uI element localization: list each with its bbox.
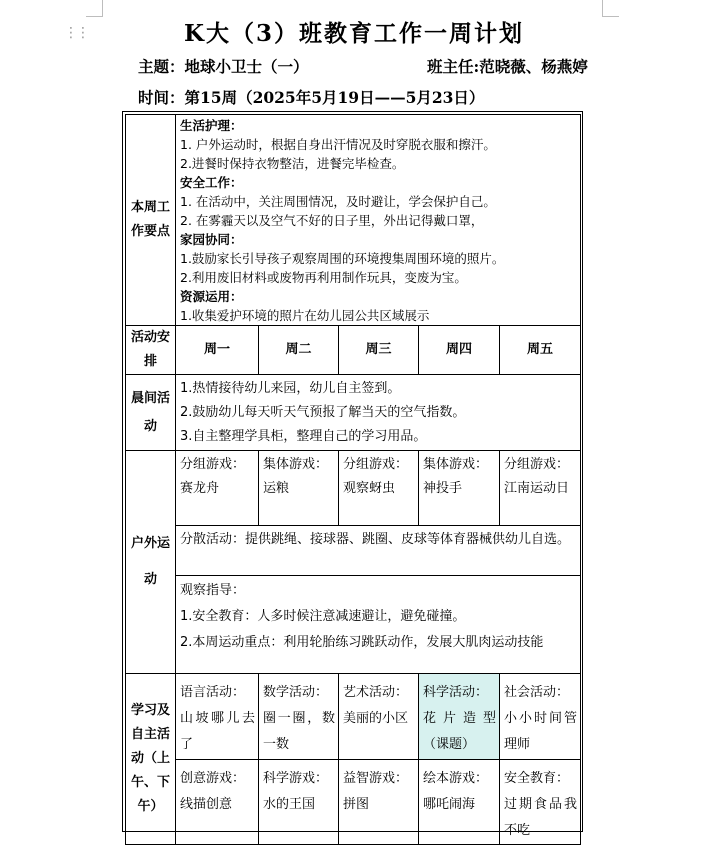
day-header-mon: 周一 — [176, 326, 259, 375]
outdoor-game-wed — [339, 451, 419, 526]
day-header-thu: 周四 — [419, 326, 500, 375]
activity-name: 哪吒闹海 — [423, 797, 476, 812]
outdoor-game-thu — [419, 451, 500, 526]
activity-type: 科学活动： — [423, 685, 489, 700]
activity-type: 艺术活动： — [343, 685, 409, 700]
outdoor-game-fri — [500, 451, 581, 526]
focus-item: 1.鼓励家长引导孩子观察周围的环境搜集周围环境的照片。 — [180, 251, 505, 266]
morning-item: 1.热情接待幼儿来园，幼儿自主签到。 — [180, 381, 401, 396]
day-header-wed: 周三 — [339, 326, 419, 375]
activity-name: 过期食品我不吃 — [504, 797, 578, 838]
focus-item: 1. 户外运动时，根据自身出汗情况及时穿脱衣服和擦汗。 — [180, 137, 496, 152]
game-type: 分组游戏： — [343, 457, 409, 472]
morning-content — [176, 375, 581, 451]
activity-type: 数学活动： — [263, 685, 329, 700]
game-name: 江南运动日 — [504, 481, 570, 496]
focus-item: 2.进餐时保持衣物整洁，进餐完毕检查。 — [180, 156, 405, 171]
learning-row-2 — [126, 760, 581, 845]
teacher-line: 班主任:范晓薇、杨燕婷 — [427, 57, 588, 76]
outdoor-games-row — [126, 451, 581, 526]
activity-type: 安全教育： — [504, 771, 570, 786]
activity-name: 拼图 — [343, 797, 370, 812]
learning-fri-2 — [500, 760, 581, 845]
time-line: 时间：第15周（2025年5月19日——5月23日） — [138, 88, 485, 107]
morning-item: 2.鼓励幼儿每天听天气预报了解当天的空气指数。 — [180, 405, 466, 420]
game-type: 分组游戏： — [504, 457, 570, 472]
activity-name: 水的王国 — [263, 797, 316, 812]
learning-label: 学习及自主活动（上午、下午） — [126, 674, 176, 845]
game-name: 运粮 — [263, 481, 290, 496]
day-header-tue: 周二 — [259, 326, 339, 375]
learning-row-1 — [126, 674, 581, 760]
outdoor-guidance — [176, 576, 581, 674]
outdoor-free-row — [126, 526, 581, 576]
learning-thu-1 — [419, 674, 500, 760]
learning-fri-1 — [500, 674, 581, 760]
activity-type: 绘本游戏： — [423, 771, 489, 786]
guidance-item: 1.安全教育：人多时候注意减速避让，避免碰撞。 — [180, 609, 466, 624]
day-header-fri: 周五 — [500, 326, 581, 375]
outdoor-guidance-row — [126, 576, 581, 674]
weekly-focus-row — [126, 115, 581, 326]
focus-item: 1.收集爱护环境的照片在幼儿园公共区域展示 — [180, 308, 430, 323]
activity-name: 花片造型（课题） — [423, 711, 496, 752]
learning-mon-1 — [176, 674, 259, 760]
focus-item: 1. 在活动中，关注周围情况，及时避让，学会保护自己。 — [180, 194, 496, 209]
focus-heading: 资源运用： — [180, 289, 243, 304]
days-header-row — [126, 326, 581, 375]
activity-name: 圈一圈，数一数 — [263, 711, 335, 752]
guidance-title: 观察指导： — [180, 583, 246, 598]
schedule-label: 活动安排 — [126, 326, 176, 375]
morning-item: 3.自主整理学具柜，整理自己的学习用品。 — [180, 429, 427, 444]
focus-heading: 安全工作： — [180, 175, 243, 190]
game-type: 集体游戏： — [263, 457, 329, 472]
activity-name: 山坡哪儿去了 — [180, 711, 255, 752]
outdoor-game-mon — [176, 451, 259, 526]
focus-heading: 家园协同： — [180, 232, 243, 247]
game-type: 集体游戏： — [423, 457, 489, 472]
activity-name: 小小时间管理师 — [504, 711, 578, 752]
learning-mon-2 — [176, 760, 259, 845]
activity-type: 科学游戏： — [263, 771, 329, 786]
focus-heading: 生活护理： — [180, 118, 243, 133]
game-name: 赛龙舟 — [180, 481, 220, 496]
focus-item: 2.利用废旧材料或废物再利用制作玩具，变废为宝。 — [180, 270, 467, 285]
learning-wed-2 — [339, 760, 419, 845]
outdoor-game-tue — [259, 451, 339, 526]
activity-type: 语言活动： — [180, 685, 246, 700]
learning-wed-1 — [339, 674, 419, 760]
learning-tue-1 — [259, 674, 339, 760]
activity-type: 社会活动： — [504, 685, 570, 700]
activity-name: 美丽的小区 — [343, 711, 409, 726]
theme-line: 主题：地球小卫士（一） — [138, 57, 309, 76]
outdoor-free-play: 分散活动：提供跳绳、接球器、跳圈、皮球等体育器械供幼儿自选。 — [176, 526, 581, 576]
weekly-focus-label: 本周工 作要点 — [126, 115, 176, 326]
weekly-focus-content — [176, 115, 581, 326]
table-move-handle-icon[interactable]: ⋮⋮ — [64, 25, 88, 41]
learning-tue-2 — [259, 760, 339, 845]
focus-item: 2. 在雾霾天以及空气不好的日子里，外出记得戴口罩， — [180, 213, 484, 228]
game-type: 分组游戏： — [180, 457, 246, 472]
activity-type: 益智游戏： — [343, 771, 409, 786]
morning-row — [126, 375, 581, 451]
guidance-item: 2.本周运动重点：利用轮胎练习跳跃动作，发展大肌肉运动技能 — [180, 635, 544, 650]
activity-name: 线描创意 — [180, 797, 233, 812]
activity-type: 创意游戏： — [180, 771, 246, 786]
game-name: 神投手 — [423, 481, 463, 496]
weekly-plan-table — [125, 114, 581, 845]
outdoor-label: 户外运动 — [126, 451, 176, 674]
learning-thu-2 — [419, 760, 500, 845]
game-name: 观察蚜虫 — [343, 481, 396, 496]
page-title: K大（3）班教育工作一周计划 — [184, 20, 524, 47]
morning-label: 晨间活动 — [126, 375, 176, 451]
